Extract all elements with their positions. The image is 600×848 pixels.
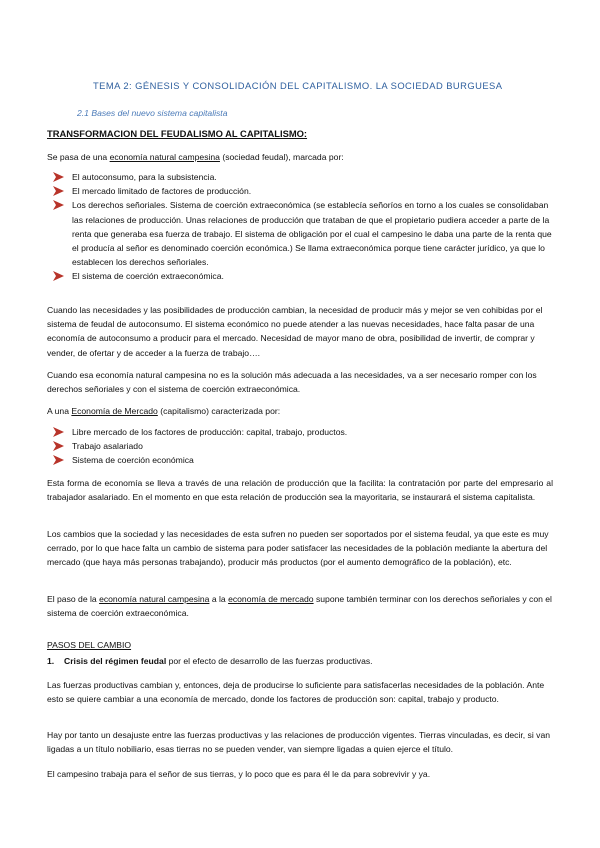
paragraph-transition: El paso de la economía natural campesina a la economía de mercado supone también terminar con los derechos señoriales y con el sistema de coerción extraeconómica. [47, 594, 552, 619]
list-item: Sistema de coerción económica [47, 453, 553, 467]
list-item: El autoconsumo, para la subsistencia. [47, 170, 553, 184]
market-intro-paragraph: A una Economía de Mercado (capitalismo) caracterizada por: [47, 406, 281, 416]
feudal-traits-list [47, 170, 553, 284]
list-item: Trabajo asalariado [47, 439, 553, 453]
step-title: Crisis del régimen feudal [64, 656, 167, 666]
section-subtitle: 2.1 Bases del nuevo sistema capitalista [77, 108, 228, 118]
paragraph-break-rights: Cuando esa economía natural campesina no es la solución más adecuada a las necesidades, va a ser necesario romper con los derechos señoriales y con el sistema de coerción extraeconómica. [47, 370, 537, 395]
list-item: Los derechos señoriales. Sistema de coerción extraeconómica (se establecía señoríos en torno a los cuales se consolidaban las relaciones de producción. Unas relaciones de producción que trataban de que el propietario pudiera acceder a parte de la renta que generaba esa fuerza de trabajo. El sistema de obligación por el cual el campesino le daba una parte de la renta que el producía al señor es denominado coerción económica.) Se llama extraeconómica porque tiene carácter jurídico, ya que lo establecen los derechos señoriales. [47, 198, 553, 269]
natural-economy-term: economía natural campesina [99, 594, 210, 604]
numbered-step: 1. Crisis del régimen feudal por el efecto de desarrollo de las fuerzas productivas. [47, 656, 373, 666]
paragraph-system-change: Los cambios que la sociedad y las necesidades de esta sufren no pueden ser soportados por el sistema feudal, ya que este es muy cerrado, por lo que hace falta un cambio de sistema para poder satisfacer las necesidades de la población mediante la abertura del mercado (que haya más personas trabajando), producir más productos (por el aumento demográfico de la población), etc. [47, 529, 549, 568]
market-economy-term: economía de mercado [228, 594, 314, 604]
paragraph-peasant: El campesino trabaja para el señor de sus tierras, y lo poco que es para él le da para sobrevivir y ya. [47, 769, 431, 779]
arrow-bullet-icon [53, 172, 64, 182]
paragraph-needs-change: Cuando las necesidades y las posibilidades de producción cambian, la necesidad de producir más y mejor se ven cohibidas por el sistema de feudal de autoconsumo. El sistema económico no puede atender a las nuevas necesidades, hace falta pasar de una economía de autoconsumo a producir para el mercado. Necesidad de mayor mano de obra, posibilidad de invertir, de comprar y vender, de ofertar y de acceder a la fuerza de trabajo…. [47, 305, 543, 358]
arrow-bullet-icon [53, 200, 64, 210]
list-item: Libre mercado de los factores de producción: capital, trabajo, productos. [47, 425, 553, 439]
intro-term: economía natural campesina [109, 152, 220, 162]
list-item: El sistema de coerción extraeconómica. [47, 269, 553, 283]
list-item: El mercado limitado de factores de producción. [47, 184, 553, 198]
paragraph-labor-relation: Esta forma de economía se lleva a través de una relación de producción que la facilita: la contratación por parte del empresario al trabajador asalariado. En el momento en que esta relación de producción sea la mayoritaria, se instaurará el sistema capitalista. [47, 478, 553, 503]
document-title: TEMA 2: GÉNESIS Y CONSOLIDACIÓN DEL CAPITALISMO. LA SOCIEDAD BURGUESA [93, 80, 503, 91]
arrow-bullet-icon [53, 427, 64, 437]
arrow-bullet-icon [53, 271, 64, 281]
arrow-bullet-icon [53, 186, 64, 196]
arrow-bullet-icon [53, 441, 64, 451]
main-heading: TRANSFORMACION DEL FEUDALISMO AL CAPITALISMO: [47, 128, 308, 139]
section-heading: PASOS DEL CAMBIO [47, 640, 132, 650]
paragraph-mismatch: Hay por tanto un desajuste entre las fuerzas productivas y las relaciones de producción vigentes. Tierras vinculadas, es decir, si van ligadas a un título nobiliario, esas tierras no se pueden vender, van siempre ligadas a quien ejerce el título. [47, 730, 551, 755]
market-traits-list [47, 425, 553, 468]
paragraph-productive-forces: Las fuerzas productivas cambian y, entonces, deja de producirse lo suficiente para satisfacerlas necesidades de la población. Ante esto se quiere cambiar a una economía de mercado, donde los factores de producción son: capital, trabajo y producto. [47, 680, 545, 705]
market-term: Economía de Mercado [71, 406, 158, 416]
intro-paragraph: Se pasa de una economía natural campesina (sociedad feudal), marcada por: [47, 152, 344, 162]
arrow-bullet-icon [53, 455, 64, 465]
